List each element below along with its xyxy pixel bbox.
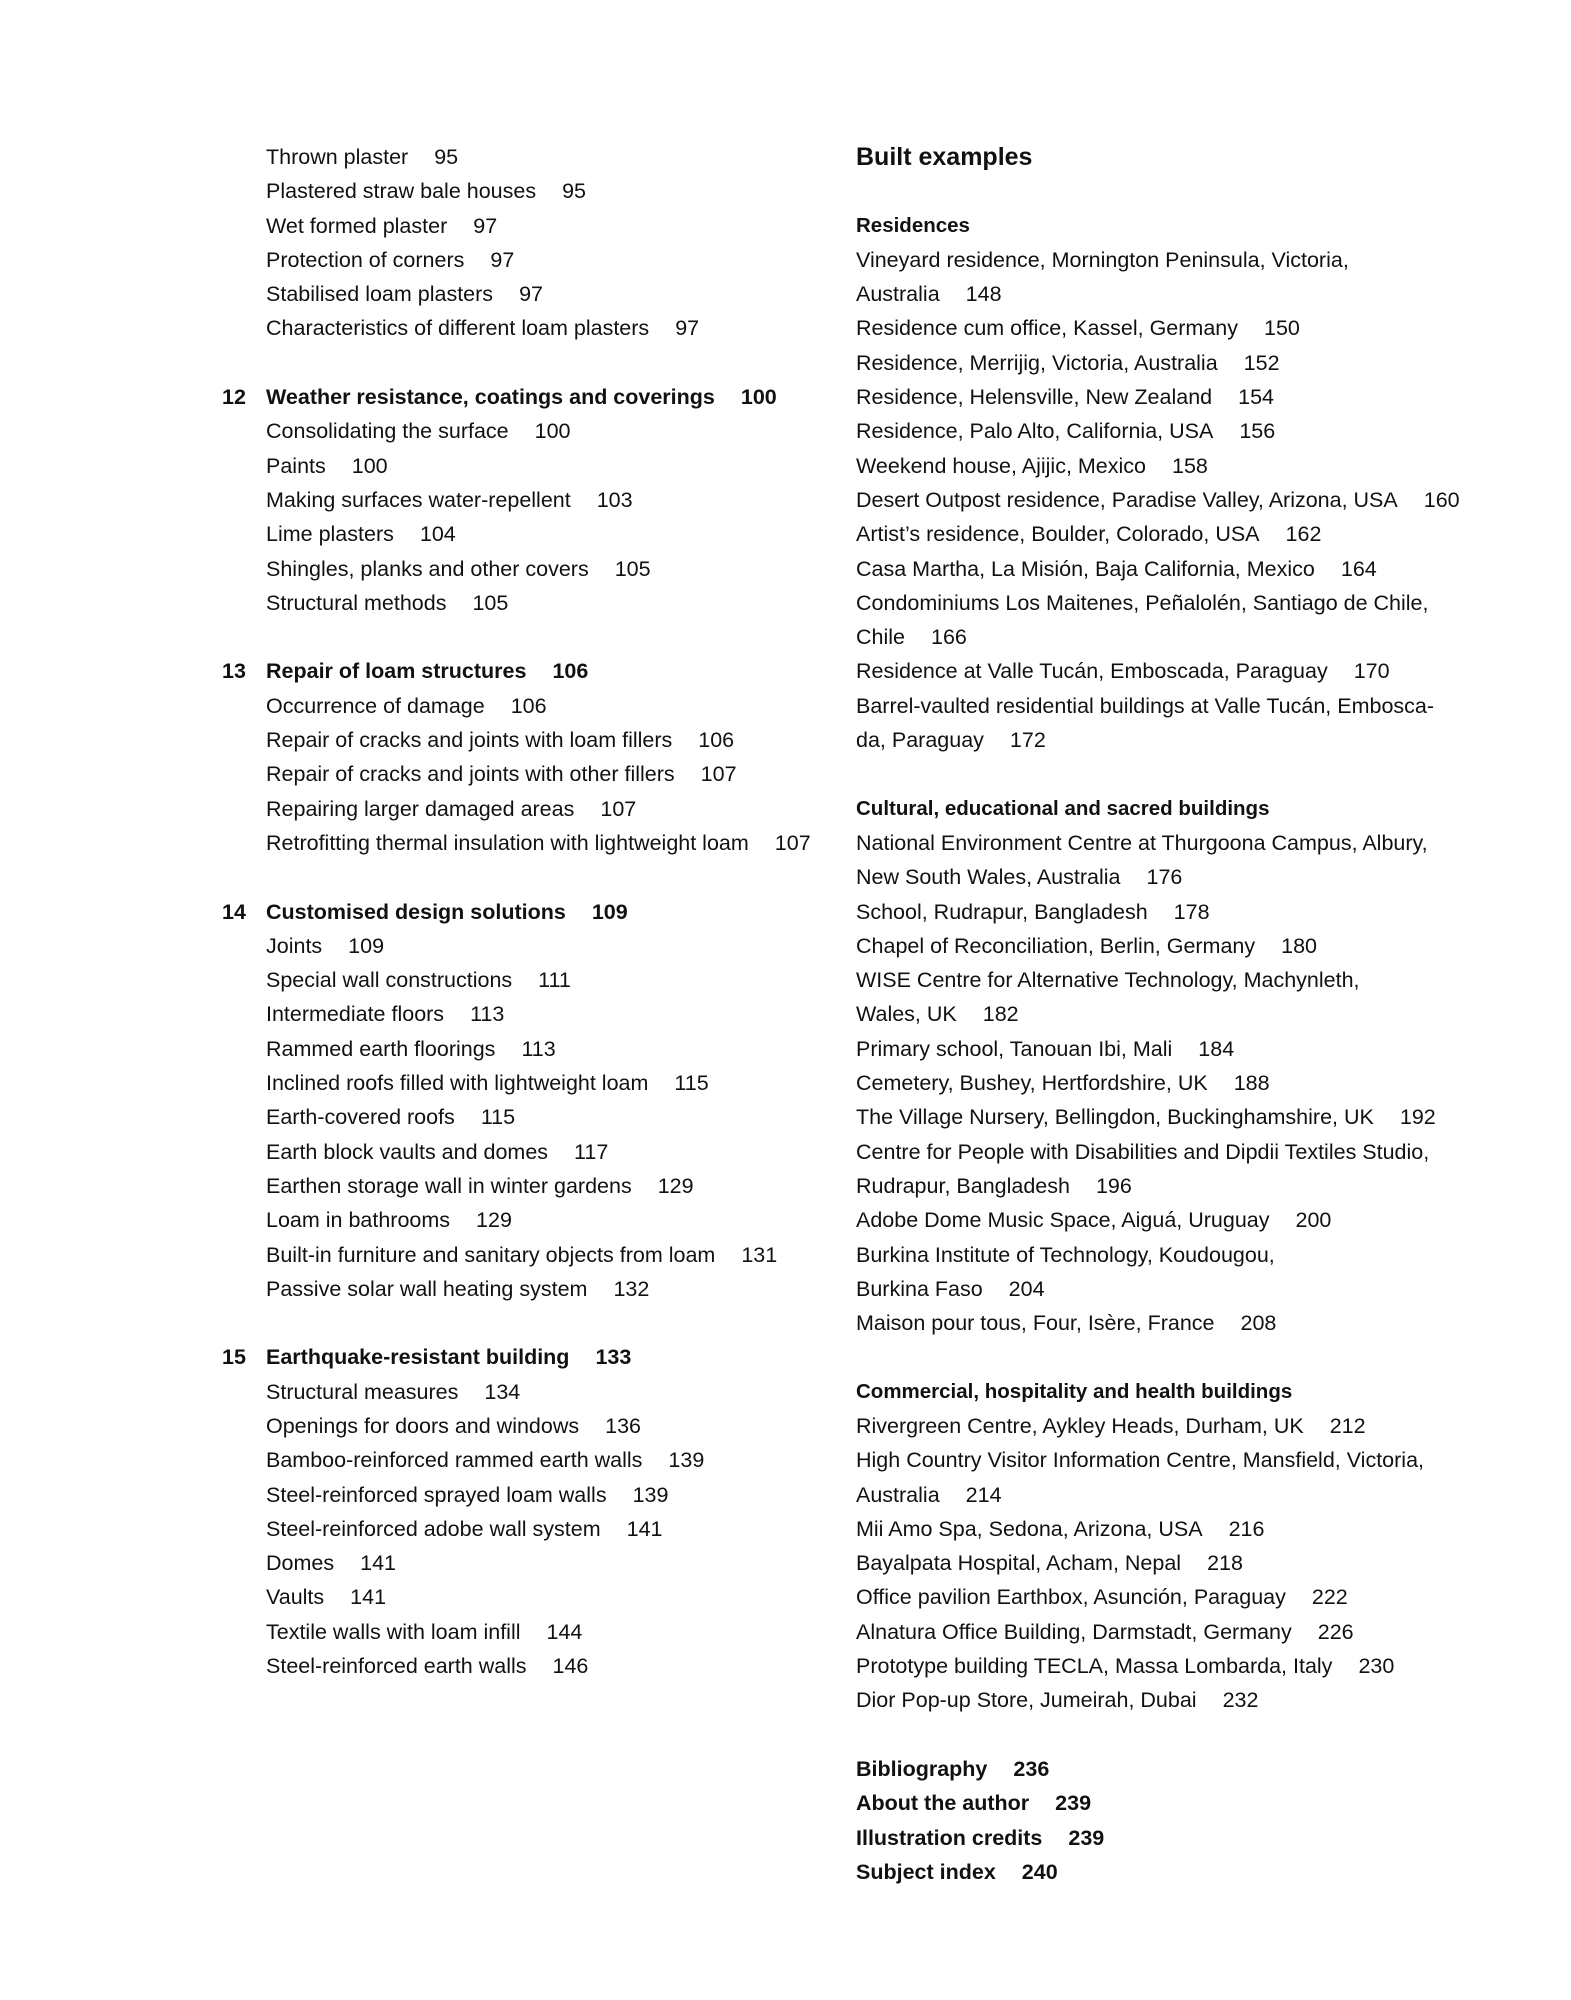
page-number: 113 (470, 1002, 505, 1027)
entry-label: Prototype building TECLA, Massa Lombarda, Italy (856, 1654, 1333, 1679)
page-number: 144 (546, 1619, 583, 1644)
entry-label: Structural methods (266, 590, 447, 615)
page-number: 103 (596, 487, 633, 512)
entry-line (856, 311, 1486, 345)
page-number: 226 (1317, 1619, 1354, 1644)
entry-line (856, 277, 1486, 311)
toc-entry[interactable] (856, 963, 1486, 1032)
page-number: 117 (574, 1139, 609, 1164)
toc-entry[interactable] (856, 1546, 1486, 1580)
entry-label: Earth block vaults and domes (266, 1139, 549, 1164)
page-number: 188 (1233, 1071, 1270, 1096)
page-number: 115 (480, 1105, 516, 1130)
toc-entry[interactable] (222, 792, 832, 826)
spacer (222, 620, 832, 654)
page-number: 178 (1173, 899, 1210, 924)
toc-right-column (856, 140, 1486, 1889)
toc-entry[interactable] (222, 929, 832, 963)
toc-entry[interactable] (222, 1546, 832, 1580)
entry-label: Joints (266, 933, 323, 958)
entry-line (856, 1100, 1486, 1134)
entry-label: Chile (856, 625, 905, 650)
toc-entry[interactable] (222, 723, 832, 757)
page-number: 196 (1095, 1173, 1132, 1198)
toc-entry[interactable] (222, 483, 832, 517)
page-number: 97 (490, 247, 515, 272)
entry-line (856, 689, 1486, 723)
entry-line (856, 483, 1486, 517)
chapter-number: 12 (222, 385, 246, 410)
entry-line (856, 243, 1486, 277)
entry-label: Chapel of Reconciliation, Berlin, Germany (856, 933, 1256, 958)
section-heading: Commercial, hospitality and health buildings (856, 1379, 1293, 1403)
page-number: 232 (1222, 1688, 1259, 1713)
entry-label: Bibliography (856, 1756, 988, 1781)
page-number: 106 (552, 659, 589, 684)
entry-label: Plastered straw bale houses (266, 179, 537, 204)
page-number: 240 (1021, 1859, 1058, 1884)
entry-line (856, 1306, 1486, 1340)
page-number: 139 (668, 1448, 705, 1473)
toc-left-column (222, 140, 832, 1683)
toc-entry[interactable] (222, 552, 832, 586)
page-number: 141 (360, 1551, 396, 1576)
page-number: 176 (1146, 865, 1183, 890)
entry-label: National Environment Centre at Thurgoona Campus, Albury, (856, 830, 1428, 855)
toc-entry[interactable] (222, 1238, 832, 1272)
page-number: 141 (350, 1585, 387, 1610)
entry-line (856, 414, 1486, 448)
entry-label: Burkina Institute of Technology, Koudougou, (856, 1242, 1275, 1267)
entry-label: About the author (856, 1791, 1030, 1816)
toc-entry[interactable] (856, 1683, 1486, 1717)
entry-line (856, 963, 1486, 997)
page-number: 107 (774, 830, 811, 855)
page-number: 162 (1285, 522, 1322, 547)
toc-entry[interactable] (222, 1649, 832, 1683)
page-number: 230 (1358, 1654, 1395, 1679)
entry-label: Steel-reinforced sprayed loam walls (266, 1482, 607, 1507)
entry-label: Illustration credits (856, 1825, 1043, 1850)
entry-label: Passive solar wall heating system (266, 1276, 588, 1301)
page-number: 218 (1207, 1551, 1243, 1576)
toc-entry[interactable] (856, 1306, 1486, 1340)
entry-label: Rammed earth floorings (266, 1036, 496, 1061)
entry-label: Shingles, planks and other covers (266, 556, 589, 581)
toc-chapter-entry[interactable] (222, 380, 832, 414)
page-number: 113 (521, 1036, 556, 1061)
page-number: 164 (1340, 556, 1377, 581)
entry-line (856, 517, 1486, 551)
entry-label: Repair of cracks and joints with other fillers (266, 762, 675, 787)
toc-entry[interactable] (856, 346, 1486, 380)
toc-entry[interactable] (856, 414, 1486, 448)
page-number: 97 (473, 213, 498, 238)
page-number: 212 (1329, 1413, 1366, 1438)
entry-label: Loam in bathrooms (266, 1208, 451, 1233)
toc-entry[interactable] (222, 997, 832, 1031)
page-number: 131 (741, 1242, 778, 1267)
entry-label: The Village Nursery, Bellingdon, Buckinghamshire, UK (856, 1105, 1374, 1130)
toc-entry[interactable] (222, 414, 832, 448)
page-number: 184 (1198, 1036, 1235, 1061)
page-number: 236 (1013, 1756, 1050, 1781)
page-number: 239 (1068, 1825, 1105, 1850)
toc-entry[interactable] (222, 517, 832, 551)
entry-line (856, 1169, 1486, 1203)
toc-entry[interactable] (856, 1443, 1486, 1512)
entry-line (856, 1066, 1486, 1100)
chapter-number: 15 (222, 1345, 246, 1370)
entry-label: School, Rudrapur, Bangladesh (856, 899, 1148, 924)
entry-label: Weekend house, Ajijic, Mexico (856, 453, 1146, 478)
entry-label: Protection of corners (266, 247, 465, 272)
toc-entry[interactable] (856, 483, 1486, 517)
page-number: 239 (1055, 1791, 1092, 1816)
toc-entry[interactable] (222, 757, 832, 791)
entry-label: Paints (266, 453, 326, 478)
entry-label: Making surfaces water-repellent (266, 487, 571, 512)
toc-entry[interactable] (856, 552, 1486, 586)
page-number: 166 (931, 625, 967, 650)
entry-label: Occurrence of damage (266, 693, 485, 718)
entry-label: Wet formed plaster (266, 213, 448, 238)
toc-chapter-entry[interactable] (222, 1340, 832, 1374)
toc-entry[interactable] (222, 1478, 832, 1512)
entry-line (856, 1683, 1486, 1717)
page-number: 146 (552, 1654, 589, 1679)
toc-chapter-entry[interactable] (222, 654, 832, 688)
entry-label: Special wall constructions (266, 968, 513, 993)
page-number: 141 (626, 1516, 663, 1541)
toc-entry[interactable] (222, 1066, 832, 1100)
entry-label: Thrown plaster (266, 145, 409, 169)
chapter-title: Weather resistance, coatings and coverings (266, 385, 715, 410)
toc-entry[interactable] (856, 1135, 1486, 1204)
toc-entry[interactable] (222, 1512, 832, 1546)
page-number: 180 (1281, 933, 1318, 958)
entry-line (856, 449, 1486, 483)
entry-line (856, 1443, 1486, 1477)
page-number: 156 (1239, 419, 1276, 444)
page-number: 100 (351, 453, 388, 478)
entry-label: Openings for doors and windows (266, 1413, 580, 1438)
entry-label: Barrel-vaulted residential buildings at Valle Tucán, Embosca- (856, 693, 1435, 718)
toc-entry[interactable] (856, 380, 1486, 414)
toc-entry[interactable] (222, 174, 832, 208)
entry-line (856, 723, 1486, 757)
page-number: 109 (591, 899, 628, 924)
page-number: 104 (419, 522, 456, 547)
page-number: 132 (613, 1276, 650, 1301)
entry-label: Residence at Valle Tucán, Emboscada, Paraguay (856, 659, 1328, 684)
page-number: 95 (434, 145, 459, 169)
entry-line (856, 346, 1486, 380)
page-number: 204 (1008, 1276, 1045, 1301)
entry-line (856, 1546, 1486, 1580)
toc-entry[interactable] (856, 895, 1486, 929)
entry-label: Steel-reinforced adobe wall system (266, 1516, 601, 1541)
toc-entry[interactable] (222, 1100, 832, 1134)
spacer (222, 860, 832, 894)
spacer (856, 1718, 1486, 1752)
page-number: 182 (982, 1002, 1019, 1027)
entry-label: Centre for People with Disabilities and Dipdii Textiles Studio, (856, 1139, 1430, 1164)
entry-label: Residence, Palo Alto, California, USA (856, 419, 1214, 444)
entry-label: Australia (856, 1482, 940, 1507)
page-number: 214 (965, 1482, 1002, 1507)
page-number: 136 (605, 1413, 642, 1438)
toc-entry[interactable] (222, 1135, 832, 1169)
entry-line (856, 552, 1486, 586)
entry-line (856, 1135, 1486, 1169)
toc-entry[interactable] (856, 586, 1486, 655)
toc-entry[interactable] (222, 689, 832, 723)
chapter-number: 13 (222, 659, 246, 684)
built-examples-heading: Built examples (856, 143, 1033, 171)
spacer (856, 757, 1486, 791)
entry-label: WISE Centre for Alternative Technology, Machynleth, (856, 968, 1360, 993)
entry-label: Earthen storage wall in winter gardens (266, 1173, 632, 1198)
toc-entry[interactable] (222, 277, 832, 311)
toc-entry[interactable] (856, 1238, 1486, 1307)
toc-entry[interactable] (222, 1032, 832, 1066)
entry-label: Alnatura Office Building, Darmstadt, Germany (856, 1619, 1292, 1644)
entry-line (856, 1512, 1486, 1546)
toc-entry[interactable] (222, 1615, 832, 1649)
entry-label: Characteristics of different loam plasters (266, 316, 650, 341)
entry-line (856, 380, 1486, 414)
entry-label: Casa Martha, La Misión, Baja California, Mexico (856, 556, 1315, 581)
page-number: 222 (1311, 1585, 1348, 1610)
toc-entry[interactable] (222, 311, 832, 345)
entry-label: Residence, Merrijig, Victoria, Australia (856, 350, 1218, 375)
section-heading: Residences (856, 213, 970, 237)
entry-line (856, 1032, 1486, 1066)
toc-entry[interactable] (856, 1649, 1486, 1683)
toc-entry[interactable] (222, 243, 832, 277)
toc-entry[interactable] (856, 1512, 1486, 1546)
entry-line (856, 860, 1486, 894)
toc-entry[interactable] (856, 1100, 1486, 1134)
entry-line (856, 620, 1486, 654)
toc-entry[interactable] (856, 929, 1486, 963)
page-number: 216 (1228, 1516, 1265, 1541)
back-matter-entry[interactable] (856, 1855, 1486, 1889)
toc-entry[interactable] (222, 1580, 832, 1614)
entry-label: Vineyard residence, Mornington Peninsula, Victoria, (856, 247, 1349, 272)
entry-label: Retrofitting thermal insulation with lightweight loam (266, 830, 749, 855)
toc-entry[interactable] (856, 654, 1486, 688)
entry-label: Maison pour tous, Four, Isère, France (856, 1311, 1215, 1336)
page-number: 160 (1423, 487, 1460, 512)
toc-entry[interactable] (222, 209, 832, 243)
chapter-title: Customised design solutions (266, 899, 566, 924)
entry-label: Intermediate floors (266, 1002, 445, 1027)
entry-label: Residence, Helensville, New Zealand (856, 385, 1213, 410)
entry-label: Bayalpata Hospital, Acham, Nepal (856, 1551, 1182, 1576)
entry-label: Earth-covered roofs (266, 1105, 455, 1130)
entry-label: Desert Outpost residence, Paradise Valley, Arizona, USA (856, 487, 1398, 512)
toc-entry[interactable] (856, 449, 1486, 483)
entry-line (856, 1272, 1486, 1306)
entry-line (856, 1203, 1486, 1237)
entry-line (856, 586, 1486, 620)
toc-entry[interactable] (856, 311, 1486, 345)
page-number: 97 (675, 316, 700, 341)
toc-entry[interactable] (856, 1032, 1486, 1066)
entry-line (856, 997, 1486, 1031)
page-number: 107 (700, 762, 737, 787)
page-number: 134 (484, 1379, 521, 1404)
toc-entry[interactable] (222, 140, 832, 174)
page-number: 208 (1240, 1311, 1277, 1336)
toc-entry[interactable] (856, 1580, 1486, 1614)
chapter-title: Repair of loam structures (266, 659, 527, 684)
toc-entry[interactable] (222, 1375, 832, 1409)
page-number: 100 (534, 419, 571, 444)
entry-line (856, 1649, 1486, 1683)
entry-label: Domes (266, 1551, 335, 1576)
entry-label: Structural measures (266, 1379, 459, 1404)
page-number: 150 (1264, 316, 1300, 341)
page-number: 97 (519, 282, 543, 307)
entry-label: Primary school, Tanouan Ibi, Mali (856, 1036, 1173, 1061)
page-number: 200 (1295, 1208, 1332, 1233)
entry-line (856, 826, 1486, 860)
toc-entry[interactable] (856, 1203, 1486, 1237)
page-number: 106 (510, 693, 547, 718)
toc-entry[interactable] (856, 243, 1486, 312)
spacer (222, 1306, 832, 1340)
back-matter-entry[interactable] (856, 1786, 1486, 1820)
page-number: 172 (1009, 728, 1046, 753)
entry-label: Rivergreen Centre, Aykley Heads, Durham, UK (856, 1413, 1304, 1438)
entry-label: Burkina Faso (856, 1276, 983, 1301)
entry-label: Mii Amo Spa, Sedona, Arizona, USA (856, 1516, 1203, 1541)
spacer (856, 1340, 1486, 1374)
entry-line (856, 1615, 1486, 1649)
page-number: 170 (1353, 659, 1390, 684)
toc-entry[interactable] (222, 1409, 832, 1443)
entry-label: Vaults (266, 1585, 325, 1610)
entry-label: Dior Pop-up Store, Jumeirah, Dubai (856, 1688, 1197, 1713)
page-number: 100 (740, 385, 777, 410)
entry-label: Condominiums Los Maitenes, Peñalolén, Santiago de Chile, (856, 590, 1429, 615)
page-number: 106 (698, 728, 735, 753)
toc-entry[interactable] (222, 963, 832, 997)
chapter-title: Earthquake-resistant building (266, 1345, 570, 1370)
entry-label: High Country Visitor Information Centre, Mansfield, Victoria, (856, 1448, 1425, 1473)
entry-label: Consolidating the surface (266, 419, 509, 444)
toc-entry[interactable] (856, 1409, 1486, 1443)
page-number: 154 (1238, 385, 1275, 410)
toc-entry[interactable] (222, 826, 832, 860)
toc-entry[interactable] (856, 689, 1486, 758)
chapter-number: 14 (222, 899, 246, 924)
entry-label: Inclined roofs filled with lightweight loam (266, 1071, 649, 1096)
toc-entry[interactable] (222, 586, 832, 620)
entry-line (856, 1238, 1486, 1272)
toc-entry[interactable] (222, 1272, 832, 1306)
page-number: 129 (657, 1173, 694, 1198)
entry-label: Subject index (856, 1859, 996, 1884)
entry-label: Textile walls with loam infill (266, 1619, 521, 1644)
page-number: 158 (1172, 453, 1208, 478)
entry-label: da, Paraguay (856, 728, 984, 753)
entry-label: Artist’s residence, Boulder, Colorado, USA (856, 522, 1260, 547)
page-number: 152 (1243, 350, 1280, 375)
page-number: 192 (1399, 1105, 1436, 1130)
page-number: 109 (348, 933, 385, 958)
spacer (222, 346, 832, 380)
toc-entry[interactable] (856, 517, 1486, 551)
entry-label: Cemetery, Bushey, Hertfordshire, UK (856, 1071, 1208, 1096)
entry-label: New South Wales, Australia (856, 865, 1121, 890)
back-matter-entry[interactable] (856, 1752, 1486, 1786)
entry-label: Residence cum office, Kassel, Germany (856, 316, 1238, 341)
page-number: 107 (600, 796, 637, 821)
page-number: 139 (632, 1482, 669, 1507)
entry-line (856, 1580, 1486, 1614)
toc-entry[interactable] (222, 1169, 832, 1203)
back-matter-entry[interactable] (856, 1821, 1486, 1855)
entry-line (856, 929, 1486, 963)
entry-label: Lime plasters (266, 522, 394, 547)
entry-line (856, 654, 1486, 688)
entry-label: Repair of cracks and joints with loam fillers (266, 728, 673, 753)
entry-label: Wales, UK (856, 1002, 957, 1027)
entry-label: Bamboo-reinforced rammed earth walls (266, 1448, 643, 1473)
toc-chapter-entry[interactable] (222, 895, 832, 929)
entry-line (856, 1478, 1486, 1512)
entry-label: Office pavilion Earthbox, Asunción, Paraguay (856, 1585, 1286, 1610)
page-number: 129 (476, 1208, 512, 1233)
page-number: 105 (614, 556, 651, 581)
entry-label: Steel-reinforced earth walls (266, 1654, 527, 1679)
entry-label: Built-in furniture and sanitary objects from loam (266, 1242, 716, 1267)
entry-line (856, 895, 1486, 929)
toc-entry[interactable] (222, 1443, 832, 1477)
toc-entry[interactable] (856, 826, 1486, 895)
page-number: 111 (538, 968, 571, 993)
entry-label: Adobe Dome Music Space, Aiguá, Uruguay (856, 1208, 1270, 1233)
page-number: 148 (965, 282, 1002, 307)
toc-entry[interactable] (222, 449, 832, 483)
section-heading: Cultural, educational and sacred buildings (856, 796, 1270, 820)
page-number: 115 (674, 1071, 709, 1096)
page-number: 133 (595, 1345, 632, 1370)
entry-line (856, 1409, 1486, 1443)
page-number: 95 (562, 179, 587, 204)
entry-label: Repairing larger damaged areas (266, 796, 575, 821)
page-number: 105 (472, 590, 509, 615)
entry-label: Rudrapur, Bangladesh (856, 1173, 1070, 1198)
entry-label: Stabilised loam plasters (266, 282, 494, 307)
toc-entry[interactable] (856, 1066, 1486, 1100)
entry-label: Australia (856, 282, 940, 307)
toc-entry[interactable] (222, 1203, 832, 1237)
toc-entry[interactable] (856, 1615, 1486, 1649)
